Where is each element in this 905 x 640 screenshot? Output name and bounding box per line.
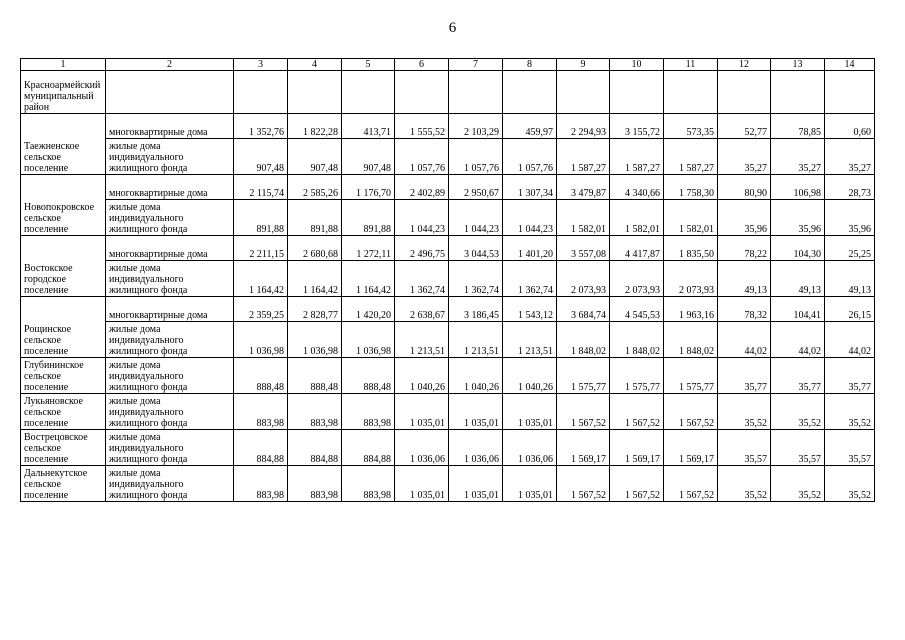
- housing-type: жилые дома индивидуального жилищного фонда: [106, 200, 234, 236]
- table-body: [21, 59, 875, 502]
- value-cell: 1 575,77: [664, 358, 718, 394]
- housing-type: многоквартирные дома: [106, 175, 234, 200]
- value-cell: 1 035,01: [503, 466, 557, 502]
- value-cell: 1 582,01: [610, 200, 664, 236]
- value-cell: 2 585,26: [288, 175, 342, 200]
- value-cell: 1 575,77: [557, 358, 610, 394]
- value-cell: 1 567,52: [557, 466, 610, 502]
- value-cell: 1 963,16: [664, 297, 718, 322]
- value-cell: 1 213,51: [503, 322, 557, 358]
- value-cell: 35,52: [771, 394, 825, 430]
- value-cell: 883,98: [234, 394, 288, 430]
- settlement-name: Таежненское сельское поселение: [21, 114, 106, 175]
- value-cell: 888,48: [288, 358, 342, 394]
- value-cell: 1 057,76: [395, 139, 449, 175]
- value-cell: 35,96: [771, 200, 825, 236]
- value-cell: 1 036,06: [449, 430, 503, 466]
- value-cell: 1 758,30: [664, 175, 718, 200]
- value-cell: 52,77: [718, 114, 771, 139]
- value-cell: 49,13: [771, 261, 825, 297]
- value-cell: 1 401,20: [503, 236, 557, 261]
- value-cell: 35,52: [718, 394, 771, 430]
- table-row: [21, 175, 875, 200]
- settlement-name: Востокское городское поселение: [21, 236, 106, 297]
- value-cell: 3 186,45: [449, 297, 503, 322]
- value-cell: 80,90: [718, 175, 771, 200]
- value-cell: 4 417,87: [610, 236, 664, 261]
- value-cell: 1 036,06: [395, 430, 449, 466]
- value-cell: 78,22: [718, 236, 771, 261]
- value-cell: 883,98: [342, 466, 395, 502]
- value-cell: 49,13: [825, 261, 875, 297]
- column-number: 2: [106, 59, 234, 71]
- table-row: [21, 322, 875, 358]
- value-cell: 1 569,17: [664, 430, 718, 466]
- value-cell: 891,88: [342, 200, 395, 236]
- column-number: 6: [395, 59, 449, 71]
- value-cell: 1 036,98: [288, 322, 342, 358]
- value-cell: 35,96: [718, 200, 771, 236]
- value-cell: 1 040,26: [395, 358, 449, 394]
- value-cell: 1 582,01: [664, 200, 718, 236]
- value-cell: 2 211,15: [234, 236, 288, 261]
- value-cell: 2 103,29: [449, 114, 503, 139]
- value-cell: 35,77: [718, 358, 771, 394]
- value-cell: 1 036,98: [234, 322, 288, 358]
- column-number: 11: [664, 59, 718, 71]
- housing-type: жилые дома индивидуального жилищного фонда: [106, 394, 234, 430]
- value-cell: 2 359,25: [234, 297, 288, 322]
- value-cell: 1 569,17: [557, 430, 610, 466]
- value-cell: 1 567,52: [610, 394, 664, 430]
- settlement-name: Лукьяновское сельское поселение: [21, 394, 106, 430]
- value-cell: 459,97: [503, 114, 557, 139]
- value-cell: 573,35: [664, 114, 718, 139]
- housing-type: жилые дома индивидуального жилищного фонда: [106, 430, 234, 466]
- value-cell: 1 848,02: [610, 322, 664, 358]
- value-cell: 884,88: [234, 430, 288, 466]
- table-row: [21, 139, 875, 175]
- value-cell: 891,88: [234, 200, 288, 236]
- value-cell: 907,48: [342, 139, 395, 175]
- column-number: 10: [610, 59, 664, 71]
- district-row: [21, 71, 875, 114]
- value-cell: 1 164,42: [288, 261, 342, 297]
- value-cell: 1 567,52: [664, 466, 718, 502]
- column-number: 13: [771, 59, 825, 71]
- value-cell: 35,27: [718, 139, 771, 175]
- value-cell: 1 543,12: [503, 297, 557, 322]
- value-cell: 888,48: [234, 358, 288, 394]
- value-cell: 35,77: [825, 358, 875, 394]
- tariff-table: [20, 58, 875, 502]
- value-cell: 106,98: [771, 175, 825, 200]
- value-cell: 1 040,26: [449, 358, 503, 394]
- value-cell: 28,73: [825, 175, 875, 200]
- value-cell: 3 557,08: [557, 236, 610, 261]
- value-cell: 2 638,67: [395, 297, 449, 322]
- value-cell: 1 272,11: [342, 236, 395, 261]
- value-cell: 1 057,76: [449, 139, 503, 175]
- table-row: [21, 200, 875, 236]
- value-cell: 1 569,17: [610, 430, 664, 466]
- table-row: [21, 297, 875, 322]
- value-cell: 2 402,89: [395, 175, 449, 200]
- housing-type: жилые дома индивидуального жилищного фонда: [106, 139, 234, 175]
- table-row: [21, 358, 875, 394]
- value-cell: 4 340,66: [610, 175, 664, 200]
- value-cell: 883,98: [342, 394, 395, 430]
- value-cell: 1 044,23: [503, 200, 557, 236]
- column-number: 4: [288, 59, 342, 71]
- value-cell: 1 555,52: [395, 114, 449, 139]
- value-cell: 413,71: [342, 114, 395, 139]
- housing-type: жилые дома индивидуального жилищного фонда: [106, 358, 234, 394]
- value-cell: 1 036,06: [503, 430, 557, 466]
- housing-type: жилые дома индивидуального жилищного фонда: [106, 261, 234, 297]
- value-cell: 2 680,68: [288, 236, 342, 261]
- value-cell: 2 828,77: [288, 297, 342, 322]
- value-cell: 907,48: [234, 139, 288, 175]
- column-number: 1: [21, 59, 106, 71]
- value-cell: 1 575,77: [610, 358, 664, 394]
- value-cell: 1 567,52: [664, 394, 718, 430]
- value-cell: 883,98: [234, 466, 288, 502]
- table-row: [21, 236, 875, 261]
- value-cell: 1 352,76: [234, 114, 288, 139]
- value-cell: 2 496,75: [395, 236, 449, 261]
- value-cell: 884,88: [288, 430, 342, 466]
- value-cell: 1 362,74: [503, 261, 557, 297]
- value-cell: 1 035,01: [395, 394, 449, 430]
- value-cell: 1 176,70: [342, 175, 395, 200]
- district-name: Красноармейский муниципальный район: [21, 71, 106, 114]
- value-cell: 78,32: [718, 297, 771, 322]
- value-cell: 1 848,02: [557, 322, 610, 358]
- header-row: [21, 59, 875, 71]
- value-cell: 25,25: [825, 236, 875, 261]
- value-cell: 1 035,01: [449, 394, 503, 430]
- value-cell: 49,13: [718, 261, 771, 297]
- settlement-name: Рощинское сельское поселение: [21, 297, 106, 358]
- value-cell: 1 587,27: [557, 139, 610, 175]
- value-cell: 1 848,02: [664, 322, 718, 358]
- settlement-name: Дальнекутское сельское поселение: [21, 466, 106, 502]
- housing-type: многоквартирные дома: [106, 236, 234, 261]
- column-number: 7: [449, 59, 503, 71]
- settlement-name: Вострецовское сельское поселение: [21, 430, 106, 466]
- value-cell: 1 164,42: [342, 261, 395, 297]
- value-cell: 1 835,50: [664, 236, 718, 261]
- value-cell: 35,52: [718, 466, 771, 502]
- value-cell: 3 155,72: [610, 114, 664, 139]
- value-cell: 1 362,74: [449, 261, 503, 297]
- value-cell: 0,60: [825, 114, 875, 139]
- value-cell: 1 035,01: [503, 394, 557, 430]
- value-cell: 44,02: [771, 322, 825, 358]
- value-cell: 884,88: [342, 430, 395, 466]
- table-row: [21, 114, 875, 139]
- value-cell: 1 822,28: [288, 114, 342, 139]
- settlement-name: Новопокровское сельское поселение: [21, 175, 106, 236]
- column-number: 8: [503, 59, 557, 71]
- value-cell: 1 213,51: [395, 322, 449, 358]
- value-cell: 1 307,34: [503, 175, 557, 200]
- housing-type: жилые дома индивидуального жилищного фонда: [106, 322, 234, 358]
- column-number: 14: [825, 59, 875, 71]
- value-cell: 3 684,74: [557, 297, 610, 322]
- value-cell: 883,98: [288, 394, 342, 430]
- value-cell: 1 420,20: [342, 297, 395, 322]
- value-cell: 1 213,51: [449, 322, 503, 358]
- value-cell: 891,88: [288, 200, 342, 236]
- value-cell: 35,57: [771, 430, 825, 466]
- value-cell: 3 479,87: [557, 175, 610, 200]
- value-cell: 35,52: [771, 466, 825, 502]
- value-cell: 2 115,74: [234, 175, 288, 200]
- housing-type: многоквартирные дома: [106, 297, 234, 322]
- value-cell: 2 294,93: [557, 114, 610, 139]
- value-cell: 1 057,76: [503, 139, 557, 175]
- value-cell: 104,30: [771, 236, 825, 261]
- value-cell: 35,52: [825, 394, 875, 430]
- value-cell: 888,48: [342, 358, 395, 394]
- value-cell: 1 044,23: [395, 200, 449, 236]
- value-cell: 1 567,52: [557, 394, 610, 430]
- table-row: [21, 261, 875, 297]
- value-cell: 35,52: [825, 466, 875, 502]
- value-cell: 3 044,53: [449, 236, 503, 261]
- value-cell: 44,02: [718, 322, 771, 358]
- page-number: 6: [448, 20, 457, 36]
- value-cell: 35,27: [825, 139, 875, 175]
- column-number: 12: [718, 59, 771, 71]
- value-cell: 35,96: [825, 200, 875, 236]
- value-cell: 1 044,23: [449, 200, 503, 236]
- value-cell: 4 545,53: [610, 297, 664, 322]
- value-cell: 26,15: [825, 297, 875, 322]
- value-cell: 1 036,98: [342, 322, 395, 358]
- value-cell: 907,48: [288, 139, 342, 175]
- table-row: [21, 394, 875, 430]
- value-cell: 2 073,93: [664, 261, 718, 297]
- column-number: 3: [234, 59, 288, 71]
- value-cell: 1 567,52: [610, 466, 664, 502]
- value-cell: 1 035,01: [449, 466, 503, 502]
- value-cell: 2 073,93: [610, 261, 664, 297]
- value-cell: 883,98: [288, 466, 342, 502]
- housing-type: многоквартирные дома: [106, 114, 234, 139]
- value-cell: 35,57: [718, 430, 771, 466]
- value-cell: 44,02: [825, 322, 875, 358]
- table-row: [21, 430, 875, 466]
- value-cell: 35,77: [771, 358, 825, 394]
- value-cell: 1 035,01: [395, 466, 449, 502]
- value-cell: 35,27: [771, 139, 825, 175]
- value-cell: 1 164,42: [234, 261, 288, 297]
- value-cell: 1 582,01: [557, 200, 610, 236]
- value-cell: 35,57: [825, 430, 875, 466]
- settlement-name: Глубининское сельское поселение: [21, 358, 106, 394]
- value-cell: 2 073,93: [557, 261, 610, 297]
- value-cell: 1 362,74: [395, 261, 449, 297]
- value-cell: 1 587,27: [664, 139, 718, 175]
- value-cell: 1 587,27: [610, 139, 664, 175]
- table-row: [21, 466, 875, 502]
- value-cell: 104,41: [771, 297, 825, 322]
- value-cell: 78,85: [771, 114, 825, 139]
- housing-type: жилые дома индивидуального жилищного фонда: [106, 466, 234, 502]
- column-number: 9: [557, 59, 610, 71]
- column-number: 5: [342, 59, 395, 71]
- value-cell: 1 040,26: [503, 358, 557, 394]
- value-cell: 2 950,67: [449, 175, 503, 200]
